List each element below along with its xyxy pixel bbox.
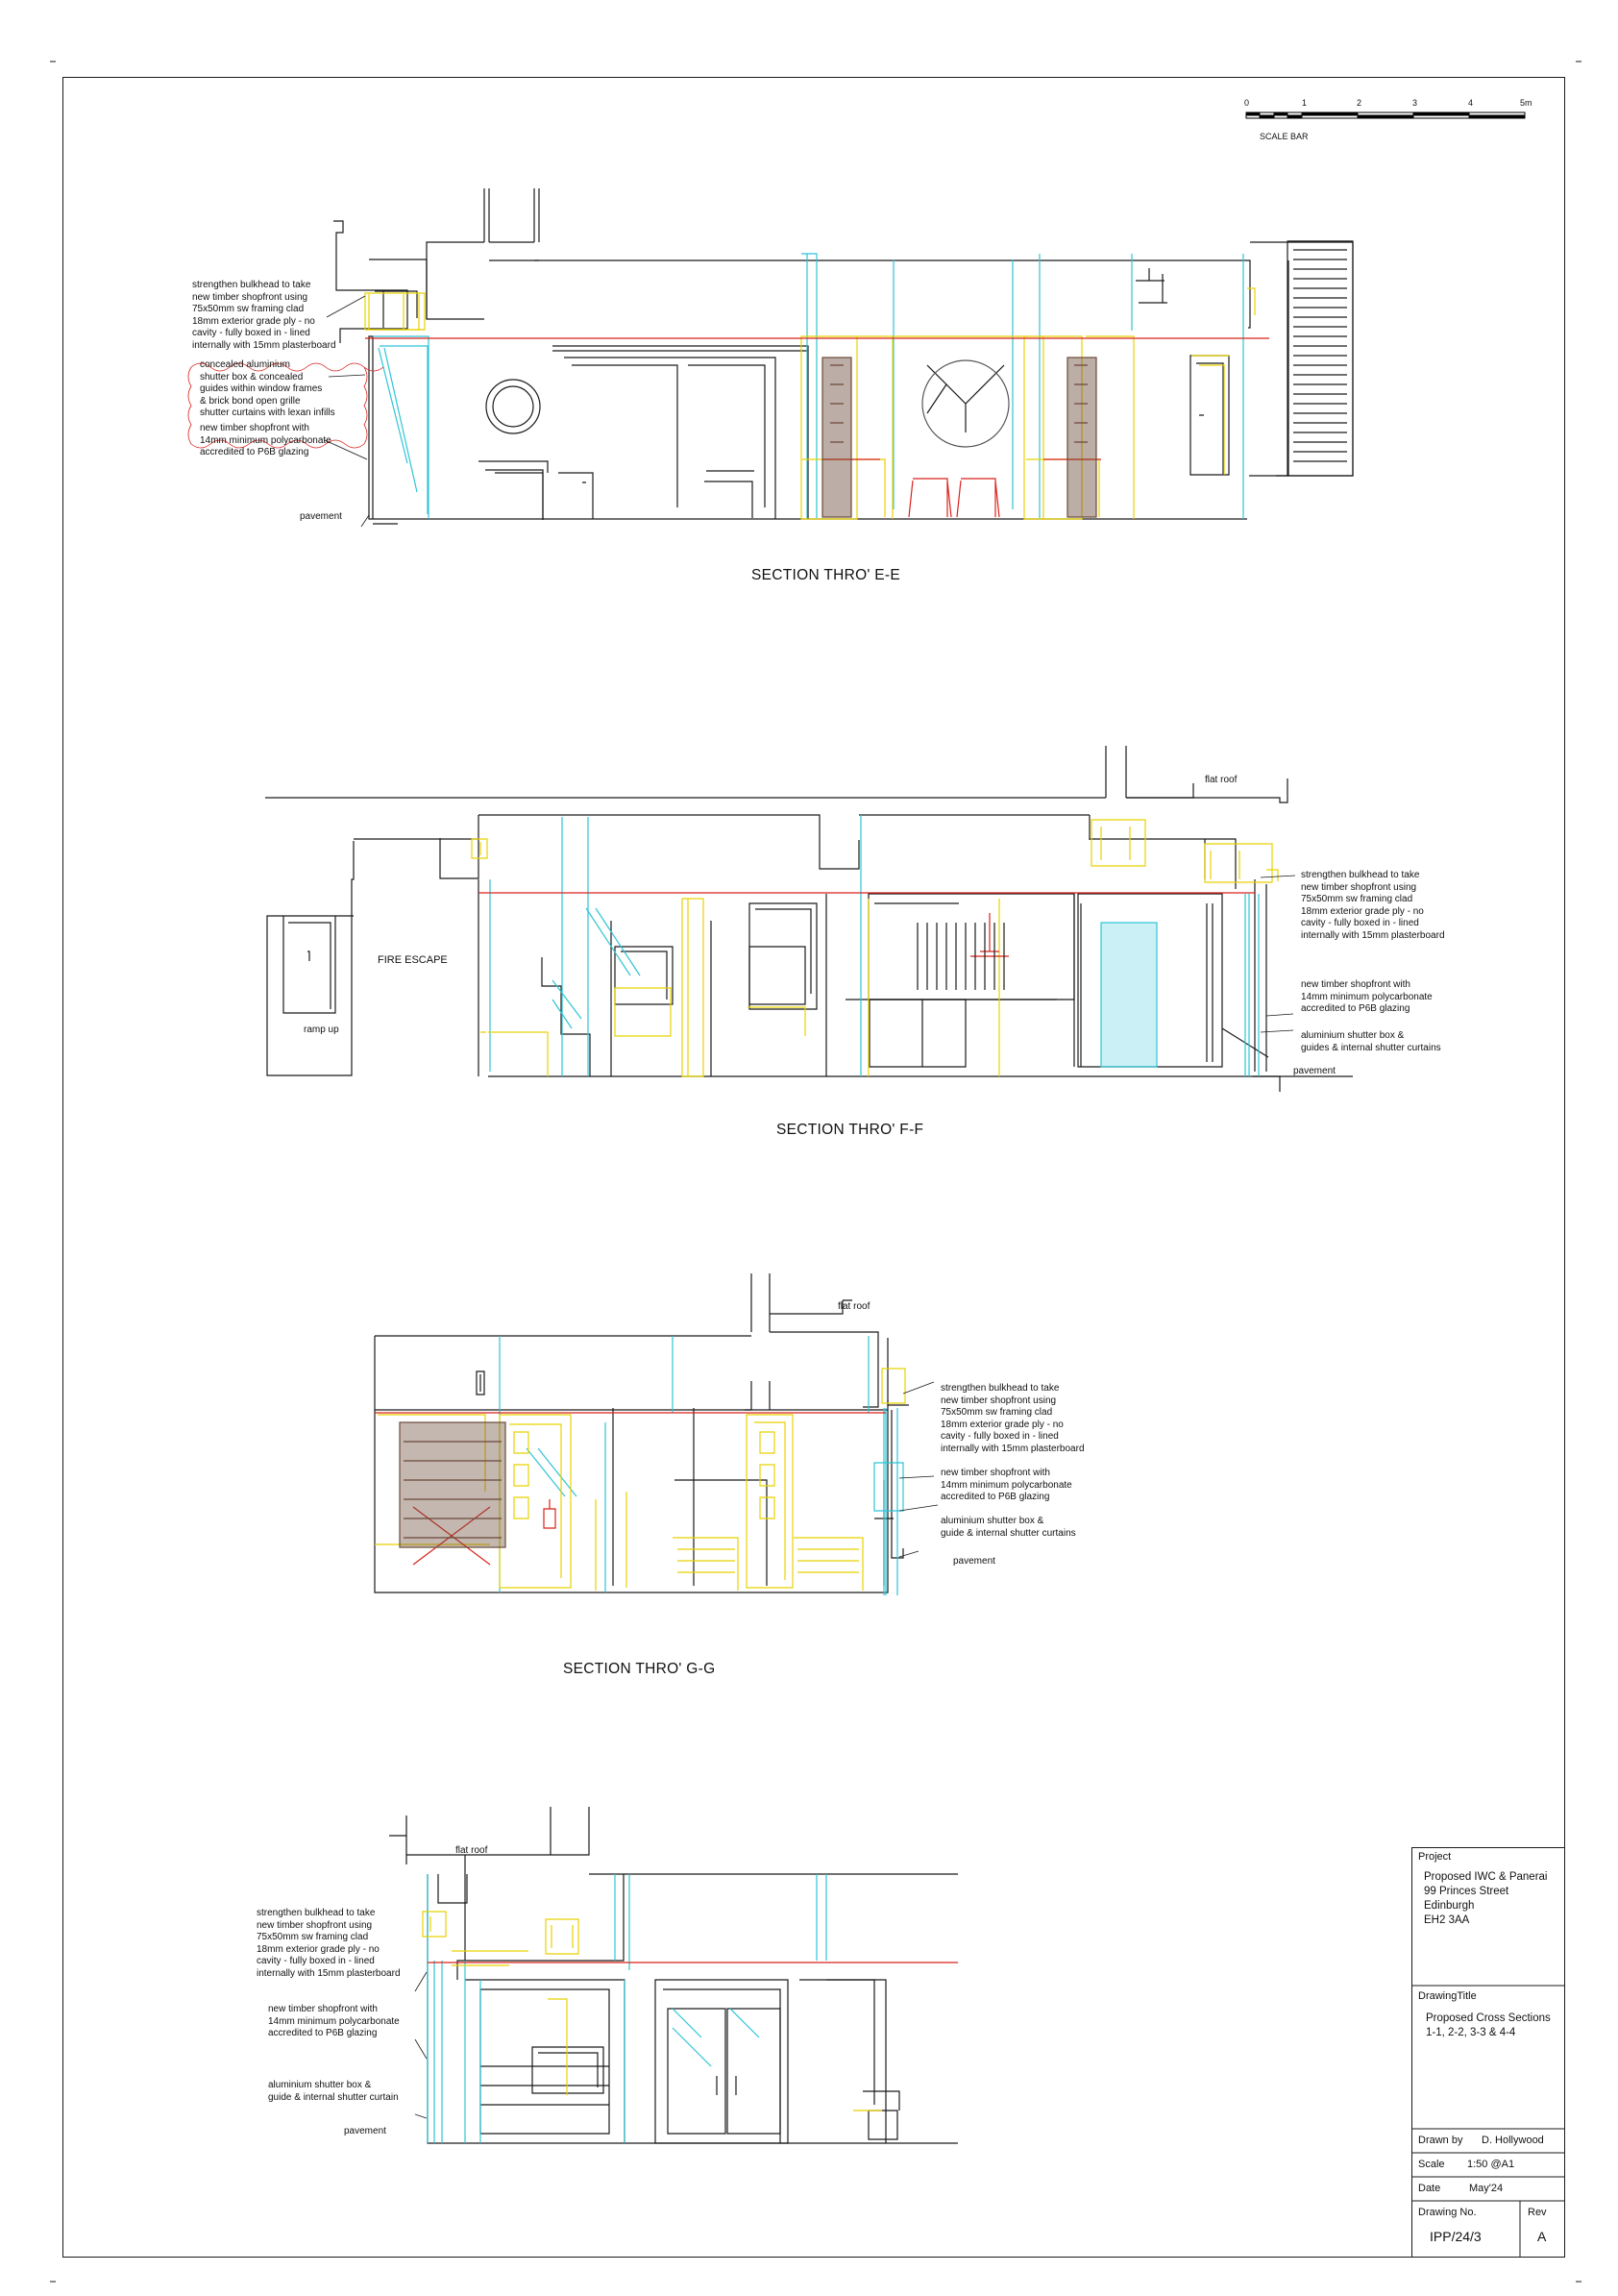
scale-tick-4: 4 xyxy=(1468,98,1474,108)
section-hh-drawing xyxy=(389,1807,958,2143)
ee-pavement-label: pavement xyxy=(300,511,342,522)
tb-rev-label: Rev xyxy=(1528,2207,1547,2218)
tb-scale-label: Scale xyxy=(1418,2159,1445,2170)
ee-section-title: SECTION THRO' E-E xyxy=(751,567,901,583)
tb-scale-value: 1:50 @A1 xyxy=(1467,2159,1515,2170)
ee-shopfront-note: new timber shopfront with 14mm minimum polycarbonate accredited to P6B glazing xyxy=(200,423,331,457)
hh-bulkhead-note: strengthen bulkhead to take new timber shopfront using 75x50mm sw framing clad 18mm exterior grade ply - no cavity - fully boxed in - lined internally with 15mm plasterboard xyxy=(257,1908,401,1979)
ff-ramp-up-label: ramp up xyxy=(304,1025,339,1035)
scale-tick-3: 3 xyxy=(1412,98,1418,108)
section-gg-drawing xyxy=(375,1273,938,1595)
ee-bulkhead-note: strengthen bulkhead to take new timber shopfront using 75x50mm sw framing clad 18mm exterior grade ply - no cavity - fully boxed in - lined internally with 15mm plasterboard xyxy=(192,280,336,351)
tb-date-value: May'24 xyxy=(1469,2183,1504,2194)
ff-shopfront-note: new timber shopfront with 14mm minimum polycarbonate accredited to P6B glazing xyxy=(1301,979,1433,1014)
tb-project-label: Project xyxy=(1418,1851,1452,1863)
gg-shutter-note: aluminium shutter box & guide & internal shutter curtains xyxy=(941,1516,1076,1539)
gg-pavement-label: pavement xyxy=(953,1556,995,1567)
scale-tick-2: 2 xyxy=(1357,98,1362,108)
ff-section-title: SECTION THRO' F-F xyxy=(776,1122,924,1138)
section-ff-drawing xyxy=(265,746,1353,1092)
tb-drawing-title-value: Proposed Cross Sections 1-1, 2-2, 3-3 & 4-4 xyxy=(1426,2012,1551,2038)
scale-bar-graphic xyxy=(1246,112,1525,118)
tb-project-value: Proposed IWC & Panerai 99 Princes Street Edinburgh EH2 3AA xyxy=(1424,1871,1548,1926)
hh-flat-roof-label: flat roof xyxy=(455,1845,488,1856)
tb-rev-value: A xyxy=(1537,2229,1547,2244)
hh-shopfront-note: new timber shopfront with 14mm minimum polycarbonate accredited to P6B glazing xyxy=(268,2004,400,2038)
ff-fire-escape-label: FIRE ESCAPE xyxy=(378,954,448,966)
ee-shutter-note: concealed aluminium shutter box & concealed guides within window frames & brick bond open grille shutter curtains with lexan infills xyxy=(200,359,335,418)
gg-flat-roof-label: flat roof xyxy=(838,1301,870,1312)
gg-bulkhead-note: strengthen bulkhead to take new timber shopfront using 75x50mm sw framing clad 18mm exterior grade ply - no cavity - fully boxed in - lined internally with 15mm plasterboard xyxy=(941,1383,1085,1454)
tb-drawing-title-label: DrawingTitle xyxy=(1418,1990,1477,2002)
gg-shopfront-note: new timber shopfront with 14mm minimum polycarbonate accredited to P6B glazing xyxy=(941,1468,1072,1502)
scale-tick-5m: 5m xyxy=(1520,98,1532,108)
tb-drawn-by-value: D. Hollywood xyxy=(1482,2135,1544,2146)
hh-shutter-note: aluminium shutter box & guide & internal shutter curtain xyxy=(268,2080,399,2103)
tb-drawing-no-value: IPP/24/3 xyxy=(1430,2229,1482,2244)
tb-date-label: Date xyxy=(1418,2183,1441,2194)
gg-section-title: SECTION THRO' G-G xyxy=(563,1661,716,1677)
scale-bar-label: SCALE BAR xyxy=(1260,132,1309,141)
ff-flat-roof-label: flat roof xyxy=(1205,775,1238,785)
section-ee-drawing xyxy=(188,188,1353,527)
scale-tick-1: 1 xyxy=(1302,98,1308,108)
tb-drawn-by-label: Drawn by xyxy=(1418,2135,1463,2146)
scale-tick-0: 0 xyxy=(1244,98,1250,108)
tb-drawing-no-label: Drawing No. xyxy=(1418,2207,1477,2218)
ff-bulkhead-note: strengthen bulkhead to take new timber shopfront using 75x50mm sw framing clad 18mm exterior grade ply - no cavity - fully boxed in - lined internally with 15mm plasterboard xyxy=(1301,870,1445,941)
ff-pavement-label: pavement xyxy=(1293,1066,1336,1076)
hh-pavement-label: pavement xyxy=(344,2126,386,2136)
ff-shutter-note: aluminium shutter box & guides & internal shutter curtains xyxy=(1301,1030,1441,1053)
